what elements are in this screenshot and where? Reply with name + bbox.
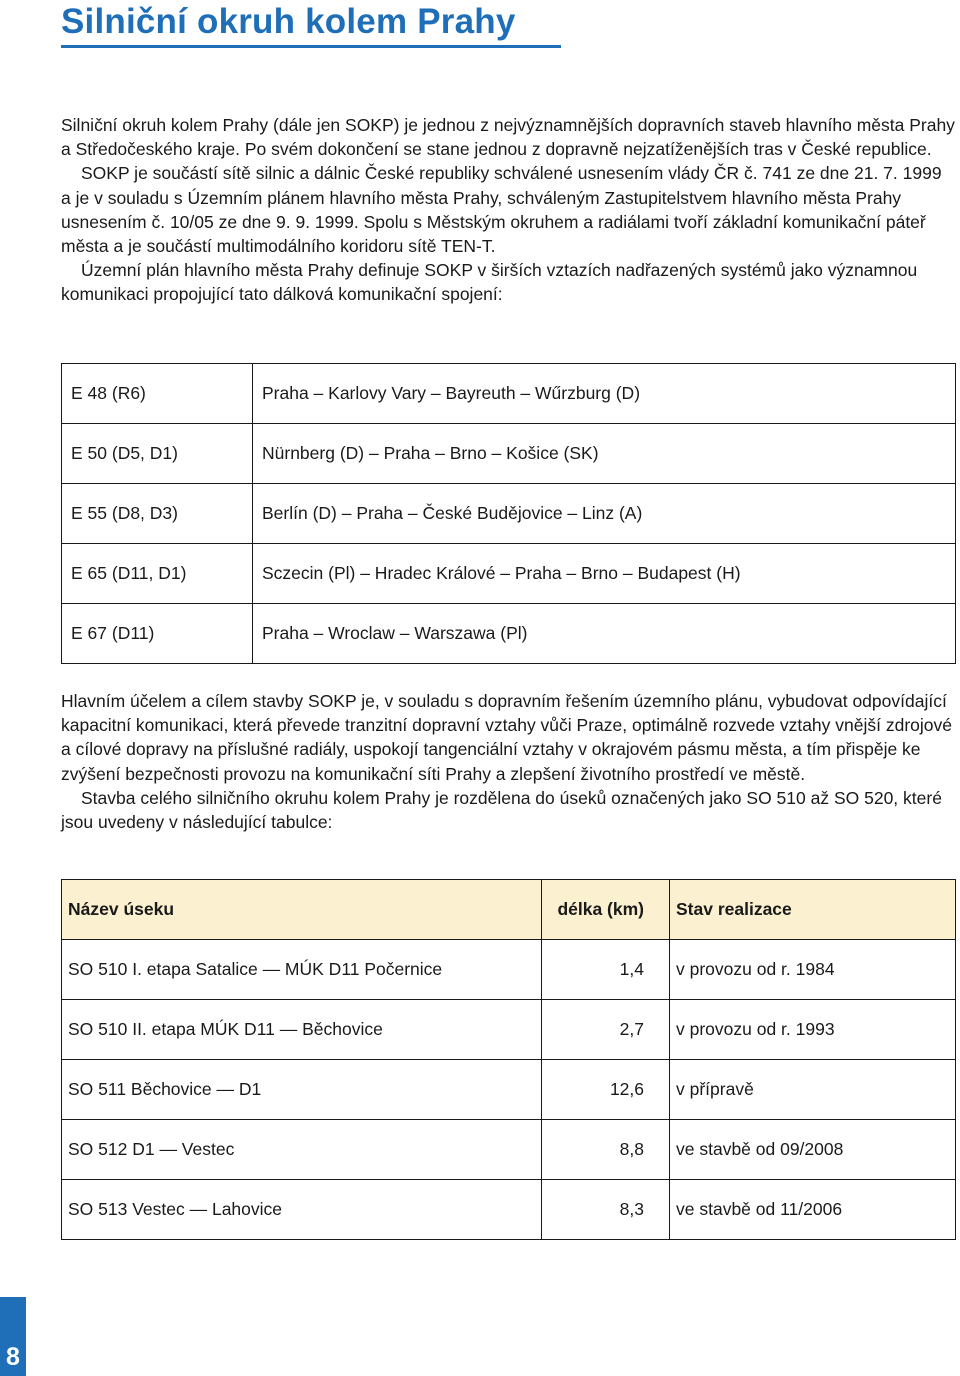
table-row — [62, 1060, 956, 1120]
table-header-row — [62, 880, 956, 940]
table-row — [62, 1120, 956, 1180]
header-state: Stav realizace — [670, 880, 956, 940]
route-path: Berlín (D) – Praha – České Budějovice – Linz (A) — [253, 484, 956, 544]
route-path: Praha – Wroclaw – Warszawa (Pl) — [253, 604, 956, 664]
table-row — [62, 424, 956, 484]
purpose-paragraph: Stavba celého silničního okruhu kolem Prahy je rozdělena do úseků označených jako SO 510 až SO 520, které jsou uvedeny v následující tabulce: — [61, 787, 942, 833]
table-row — [62, 364, 956, 424]
purpose-paragraph: Hlavním účelem a cílem stavby SOKP je, v souladu s dopravním řešením územního plánu, vybudovat odpovídající kapacitní komunikaci, která převede tranzitní dopravní vztahy vůči Praze, optimálně rozvede vztahy vnější zdrojové a cílové dopravy na příslušné radiály, uspokojí tangenciální vztahy v okrajovém pásmu města, a tím přispěje ke zvýšení bezpečnosti provozu na komunikační síti Prahy a zlepšení životního prostředí ve městě. — [61, 691, 952, 784]
route-path: Sczecin (Pl) – Hradec Králové – Praha – Brno – Budapest (H) — [253, 544, 956, 604]
section-name: SO 513 Vestec — Lahovice — [62, 1180, 542, 1240]
header-name: Název úseku — [62, 880, 542, 940]
title-underline — [61, 45, 561, 48]
section-length: 2,7 — [542, 1000, 670, 1060]
header-length: délka (km) — [542, 880, 670, 940]
section-name: SO 510 II. etapa MÚK D11 — Běchovice — [62, 1000, 542, 1060]
section-name: SO 511 Běchovice — D1 — [62, 1060, 542, 1120]
section-state: ve stavbě od 09/2008 — [670, 1120, 956, 1180]
section-state: ve stavbě od 11/2006 — [670, 1180, 956, 1240]
page-number: 8 — [6, 1343, 20, 1371]
table-row — [62, 940, 956, 1000]
section-length: 8,3 — [542, 1180, 670, 1240]
section-length: 1,4 — [542, 940, 670, 1000]
section-state: v přípravě — [670, 1060, 956, 1120]
table-row — [62, 484, 956, 544]
routes-table — [61, 363, 956, 664]
sections-table — [61, 879, 956, 1240]
section-length: 12,6 — [542, 1060, 670, 1120]
section-name: SO 510 I. etapa Satalice — MÚK D11 Počernice — [62, 940, 542, 1000]
route-code: E 65 (D11, D1) — [62, 544, 253, 604]
table-row — [62, 604, 956, 664]
intro-text — [61, 113, 955, 307]
page-title: Silniční okruh kolem Prahy — [61, 2, 516, 41]
section-state: v provozu od r. 1984 — [670, 940, 956, 1000]
intro-paragraph: Silniční okruh kolem Prahy (dále jen SOKP) je jednou z nejvýznamnějších dopravních staveb hlavního města Prahy a Středočeského kraje. Po svém dokončení se stane jednou z dopravně nejzatíženějších tras v České republice. — [61, 115, 955, 160]
section-length: 8,8 — [542, 1120, 670, 1180]
section-name: SO 512 D1 — Vestec — [62, 1120, 542, 1180]
route-code: E 50 (D5, D1) — [62, 424, 253, 484]
table-row — [62, 1000, 956, 1060]
route-path: Praha – Karlovy Vary – Bayreuth – Wűrzburg (D) — [253, 364, 956, 424]
section-state: v provozu od r. 1993 — [670, 1000, 956, 1060]
route-code: E 55 (D8, D3) — [62, 484, 253, 544]
intro-paragraph: SOKP je součástí sítě silnic a dálnic České republiky schválené usnesením vlády ČR č. 741 ze dne 21. 7. 1999 a je v souladu s Územním plánem hlavního města Prahy, schváleným Zastupitelstvem hlavního města Prahy usnesením č. 10/05 ze dne 9. 9. 1999. Spolu s Městským okruhem a radiálami tvoří základní komunikační páteř města a je součástí multimodálního koridoru sítě TEN-T. — [61, 163, 942, 257]
route-code: E 48 (R6) — [62, 364, 253, 424]
route-path: Nürnberg (D) – Praha – Brno – Košice (SK) — [253, 424, 956, 484]
table-row — [62, 544, 956, 604]
route-code: E 67 (D11) — [62, 604, 253, 664]
purpose-text — [61, 689, 955, 834]
table-row — [62, 1180, 956, 1240]
intro-paragraph: Územní plán hlavního města Prahy definuje SOKP v širších vztazích nadřazených systémů jako významnou komunikaci propojující tato dálková komunikační spojení: — [61, 260, 918, 305]
